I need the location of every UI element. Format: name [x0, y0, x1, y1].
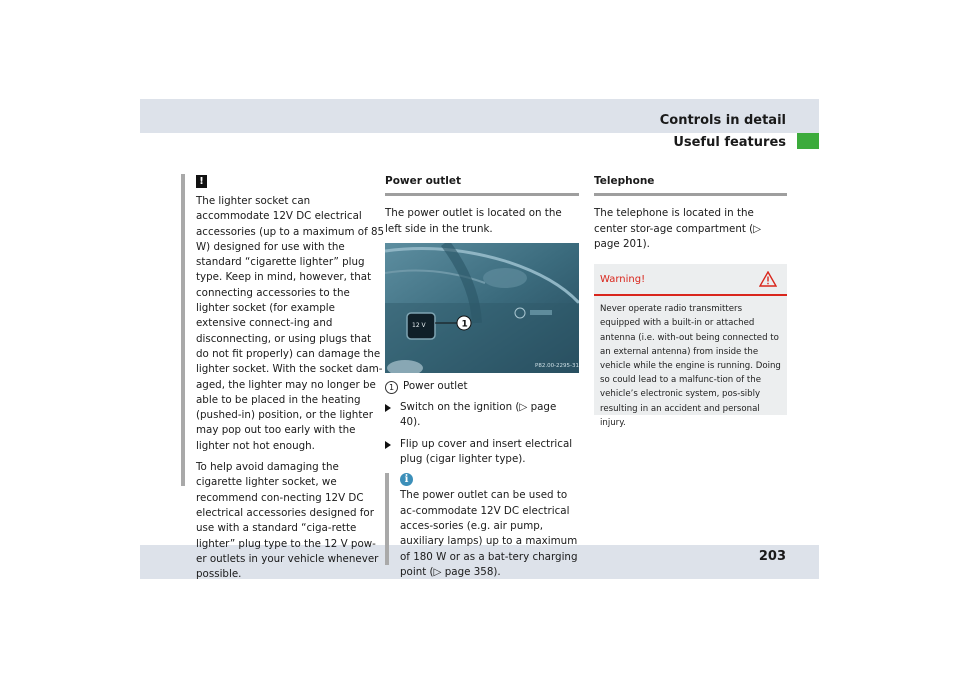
- warning-header: [594, 264, 787, 296]
- step-text: Switch on the ignition (▷ page 40).: [400, 401, 557, 429]
- telephone-heading: Telephone: [594, 174, 787, 196]
- info-text: The power outlet can be used to ac-commodate 12V DC electrical acces-sories (e.g. air pump, auxiliary lamps) up to a maximum of 180 W or as a bat-tery charging point (▷ page 358).: [400, 489, 578, 578]
- step-arrow-icon: [385, 441, 391, 449]
- step-arrow-icon: [385, 404, 391, 412]
- warning-label: Warning!: [600, 273, 646, 285]
- legend-text: Power outlet: [403, 379, 468, 392]
- caution-paragraph: The lighter socket can accommodate 12V DC electrical accessories (up to a maximum of 85 W) designed for use with the standard “cigarette lighter” plug type. Keep in mind, however, that connecting accessories to the lighter socket (for example extensive connect-ing and disconnecting, or using plugs that do not fit properly) can damage the lighter socket. With the socket dam-aged, the lighter may no longer be able to be placed in the heating (pushed-in) position, or the lighter may pop out too early with the lighter not hot enough.: [196, 195, 385, 452]
- trunk-illustration: [385, 243, 579, 373]
- power-outlet-intro: The power outlet is located on the left side in the trunk.: [385, 207, 562, 235]
- step-item: [385, 437, 579, 468]
- warning-box: [594, 264, 787, 428]
- socket-label: 12 V: [412, 321, 426, 329]
- telephone-intro: The telephone is located in the center stor-age compartment (▷ page 201).: [594, 207, 762, 250]
- photo-callout-1: 1: [461, 319, 468, 330]
- info-icon: i: [400, 473, 413, 486]
- caution-icon: !: [196, 175, 207, 188]
- photo-code: P82.00-2295-31: [535, 362, 579, 369]
- warning-triangle-icon: [759, 271, 777, 287]
- telephone-section: [594, 174, 787, 428]
- chapter-title: Controls in detail: [659, 113, 786, 128]
- info-box: [385, 473, 579, 578]
- power-outlet-section: [385, 174, 579, 578]
- power-outlet-photo: [385, 243, 579, 373]
- step-item: [385, 400, 579, 431]
- warning-text: Never operate radio transmitters equipped with a built-in or attached antenna (i.e. with-out being connected to an external antenna) from inside the vehicle while the engine is running. Doing so could lead to a malfunc-tion of the vehicle’s electronic system, pos-sibly resulting in an accident and personal injury.: [600, 304, 781, 428]
- caution-box: [181, 174, 386, 581]
- section-title: Useful features: [673, 135, 786, 150]
- legend-number: 1: [385, 381, 398, 394]
- page-number: 203: [758, 549, 786, 564]
- caution-paragraph: To help avoid damaging the cigarette lighter socket, we recommend con-necting 12V DC electrical accessories designed for use with a standard “ciga-rette lighter” plug type to the 12 V pow-er outlets in your vehicle whenever possible.: [196, 461, 379, 581]
- legend-item: [385, 379, 579, 394]
- power-outlet-heading: Power outlet: [385, 174, 579, 196]
- section-color-tab: [797, 133, 819, 149]
- step-text: Flip up cover and insert electrical plug (cigar lighter type).: [400, 437, 573, 466]
